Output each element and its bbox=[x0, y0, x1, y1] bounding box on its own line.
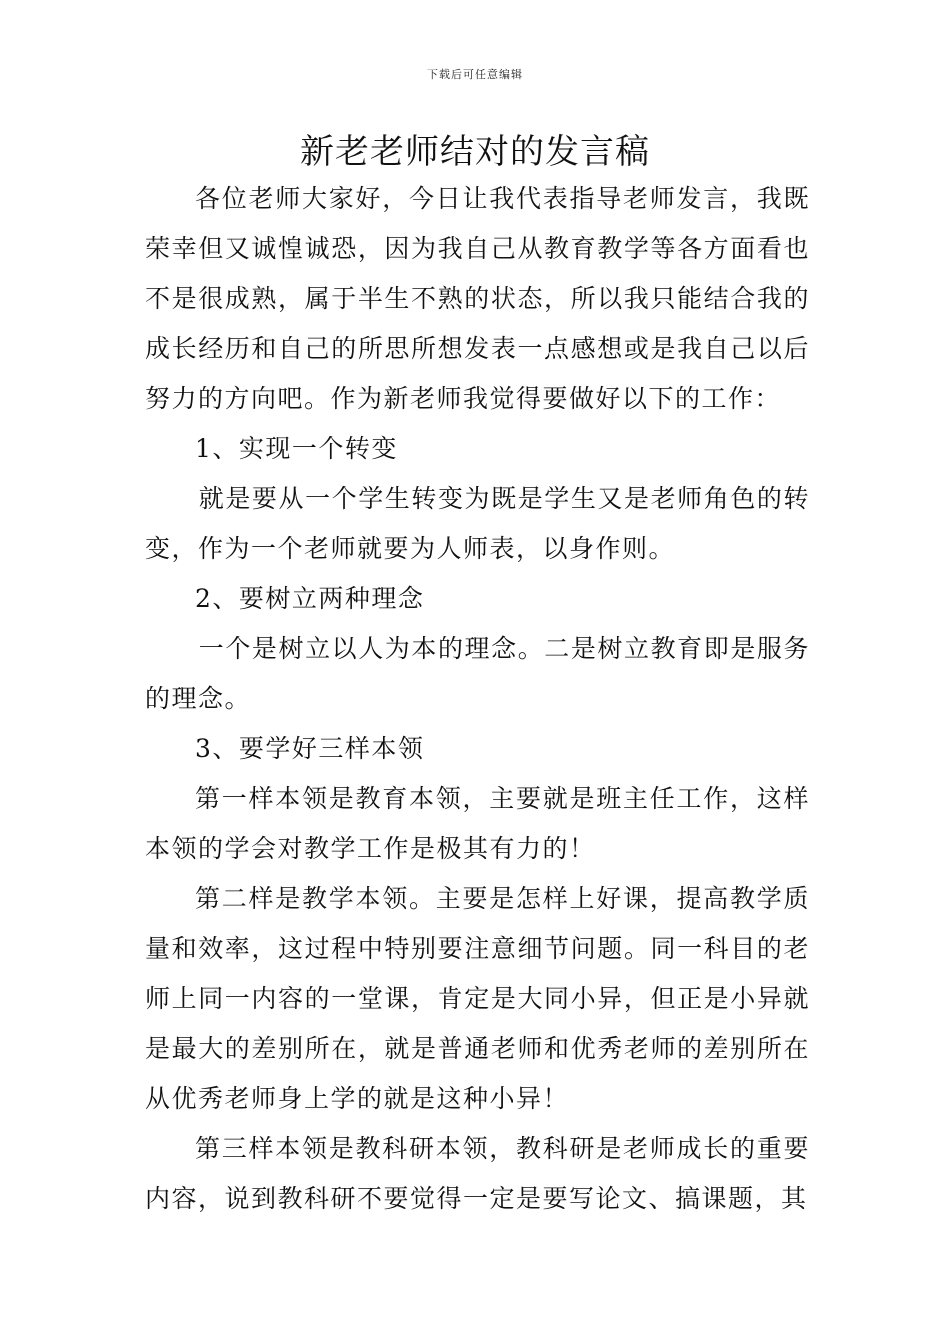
document-title: 新老老师结对的发言稿 bbox=[300, 132, 650, 172]
paragraph-skill-3: 第三样本领是教科研本领，教科研是老师成长的重要内容，说到教科研不要觉得一定是要写论文、搞课题，其 bbox=[145, 1134, 810, 1213]
paragraph-concepts: 一个是树立以人为本的理念。二是树立教育即是服务的理念。 bbox=[145, 634, 810, 713]
paragraph-intro: 各位老师大家好，今日让我代表指导老师发言，我既荣幸但又诚惶诚恐，因为我自己从教育教学等各方面看也不是很成熟，属于半生不熟的状态，所以我只能结合我的成长经历和自己的所思所想发表一点感想或是我自己以后努力的方向吧。作为新老师我觉得要做好以下的工作： bbox=[145, 184, 810, 413]
paragraph-transformation: 就是要从一个学生转变为既是学生又是老师角色的转变，作为一个老师就要为人师表，以身作则。 bbox=[145, 484, 810, 563]
header-note: 下载后可任意编辑 bbox=[427, 68, 523, 81]
paragraph-skill-1: 第一样本领是教育本领，主要就是班主任工作，这样本领的学会对教学工作是极其有力的！ bbox=[145, 784, 810, 863]
document-body bbox=[145, 174, 810, 1224]
section-heading-1: 1、实现一个转变 bbox=[195, 434, 398, 463]
section-heading-2: 2、要树立两种理念 bbox=[195, 584, 425, 613]
paragraph-skill-2: 第二样是教学本领。主要是怎样上好课，提高教学质量和效率，这过程中特别要注意细节问题。同一科目的老师上同一内容的一堂课，肯定是大同小异，但正是小异就是最大的差别所在，就是普通老师和优秀老师的差别所在从优秀老师身上学的就是这种小异！ bbox=[145, 884, 810, 1113]
section-heading-3: 3、要学好三样本领 bbox=[195, 734, 425, 763]
